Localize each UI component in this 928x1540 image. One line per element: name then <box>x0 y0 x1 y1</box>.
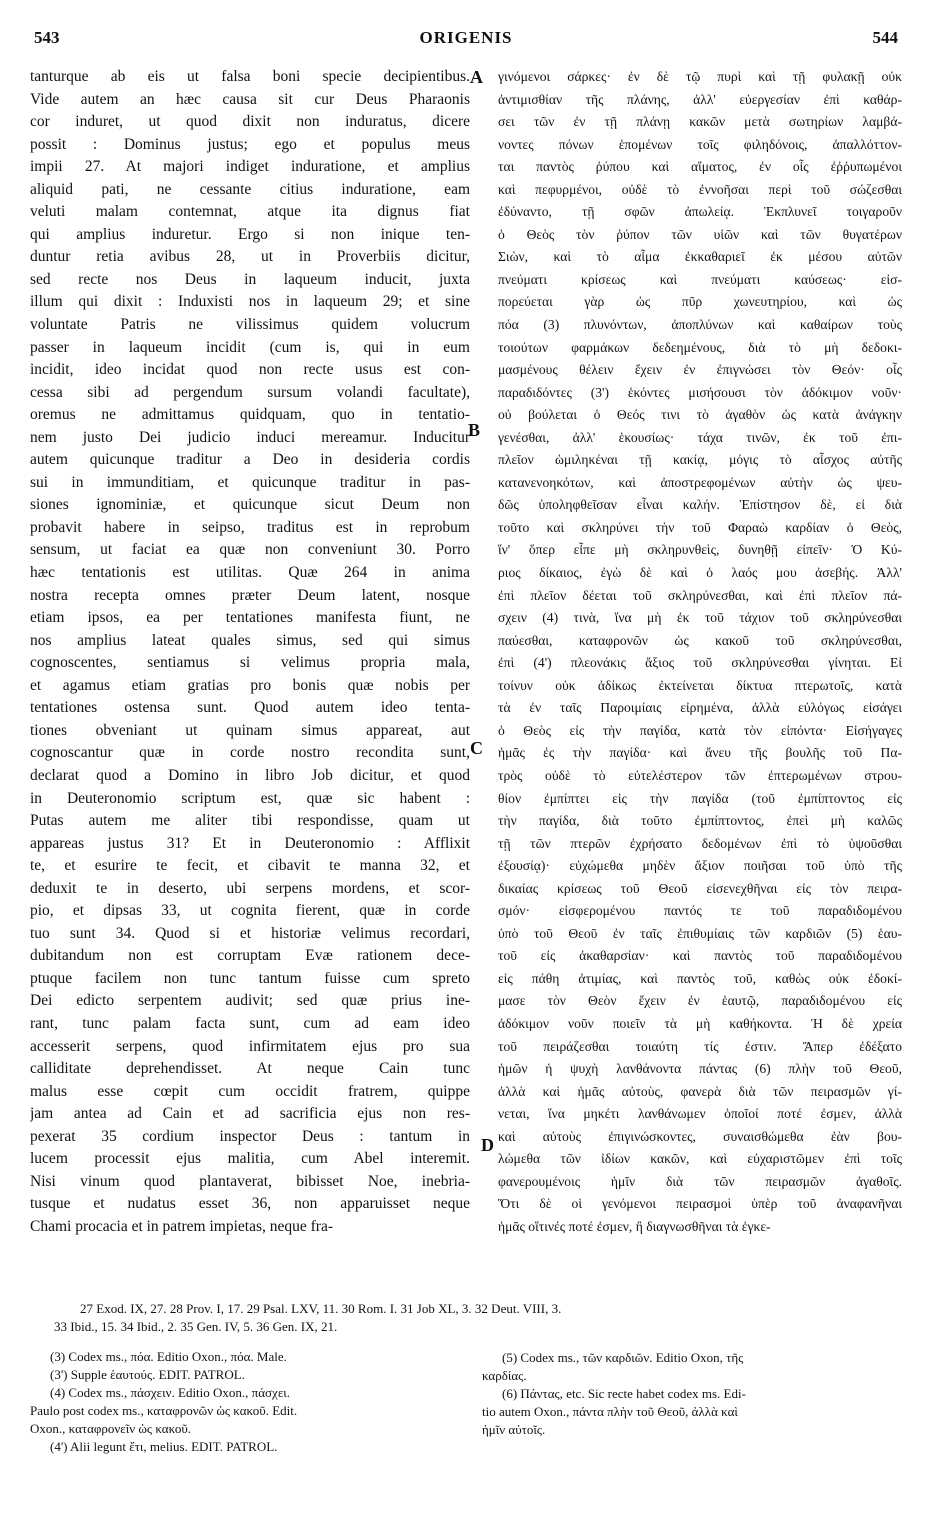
greek-text-line: παραδιδόντες (3') ἑκόντες μισήσουσι τὸν ἀδόκιμον νοῦν· <box>498 384 902 400</box>
latin-text-line: tanturque ab eis ut falsa boni specie decipientibus. <box>30 68 470 85</box>
greek-text-line: λώμεθα τῶν ἰδίων κακῶν, καὶ εὐχαριστῶμεν ἐπὶ τοῖς <box>498 1151 902 1167</box>
latin-text-line: appareas justus 31? Et in Deuteronomio : Afflixit <box>30 834 470 852</box>
greek-text-line: ἀντιμισθίαν τῆς πλάνης, ἀλλ' εὐεργεσίαν ἐπὶ καθάρ- <box>498 91 902 107</box>
greek-text-line: γινόμενοι σάρκες· ἐν δὲ τῷ πυρὶ καὶ τῇ φυλακῇ οὐκ <box>498 69 902 84</box>
latin-text-line: dubitandum non est corruptam Evæ rationem dece- <box>30 947 470 965</box>
page-number-right: 544 <box>872 28 898 47</box>
latin-text-line: malus esse cœpit cum occidit fratrem, quippe <box>30 1082 470 1100</box>
latin-text-line: cor induret, ut quod dixit non induratus, dicere <box>30 113 470 131</box>
latin-text-line: sui in immunditiam, et quicunque traditur in pas- <box>30 473 470 491</box>
greek-text-line: ἡμᾶς οἵτινές ποτέ ἐσμεν, ἢ διαγνωσθῆναι τὰ ἐγκε- <box>498 1218 771 1234</box>
running-title: ORIGENIS <box>419 28 513 47</box>
greek-text-line: νοντες πόνων ἑπομένων τοῖς φιληδόνοις, ἀπαλλόττον- <box>498 136 902 152</box>
latin-text-line: rant, tunc palam facta sunt, cum ad eam ideo <box>30 1014 470 1032</box>
latin-text-line: ptuque facilem non tunc tantum fuisse cum spreto <box>30 969 470 987</box>
latin-text-line: tiones obveniant ut quinam simus appareat, aut <box>30 721 470 739</box>
latin-text-line: accesserit serpens, quod infirmitatem ejus pro sua <box>30 1037 470 1055</box>
footnote-line: (6) Πάντας, etc. Sic recte habet codex ms. Edi- <box>502 1386 746 1401</box>
latin-text-line: tentationes ostensa sunt. Quod autem ideo tenta- <box>30 699 470 717</box>
latin-text-line: et agamus etiam gratias pro bonis quæ nobis per <box>30 676 470 694</box>
greek-text-line: τρὸς οὐδὲ τὸ εὐτελέστερον τῶν ἐπτερωμένων στρου- <box>498 767 902 783</box>
greek-column <box>498 66 902 1238</box>
greek-text-line: Σιὼν, καὶ τὸ αἷμα ἐκκαθαριεῖ ἐκ μέσου αὐτῶν <box>498 249 902 265</box>
footnote-line: (3) Codex ms., πόα. Editio Oxon., πόα. Male. <box>50 1349 287 1364</box>
greek-text-line: κατανενοηκότων, καὶ ἀποστρεφομένων αὐτὴν ὡς ψευ- <box>498 474 902 490</box>
greek-text-line: ἡμᾶς ἐς τὴν παγίδα· καὶ ἄνευ τῆς βουλῆς τοῦ Πα- <box>498 745 902 761</box>
latin-text-line: jam antea ad Cain et ad sacrificia ejus non res- <box>30 1105 470 1123</box>
greek-text-line: πόα (3) πλυνόντων, ἀποπλύνων καὶ καθαίρων τοὺς <box>498 317 902 333</box>
latin-text-line: sensum, ut faciat ea quæ non conveniunt 30. Porro <box>30 541 470 559</box>
greek-text-line: φανερουμένοις ἡμῖν διὰ τῶν πειρασμῶν ἀγαθοῖς. <box>498 1173 902 1189</box>
greek-text-line: σει τῶν ἐν τῇ πλάνῃ κακῶν μετὰ σωτηρίων λαμβά- <box>498 114 902 130</box>
latin-text-line: nem justo Dei judicio induci mereamur. Inducitur <box>30 428 470 446</box>
latin-text-line: oremus ne admittamus quidquam, quo in tentatio- <box>30 406 470 424</box>
scripture-references <box>30 1300 908 1336</box>
latin-text-line: in Deuteronomio scriptum est, quæ sic habent : <box>30 789 470 807</box>
section-marker-d: D <box>481 1135 494 1155</box>
latin-text-line: deduxit te in deserto, ubi serpens mordens, et scor- <box>30 879 470 897</box>
latin-text-line: cognoscentes, sentiamus si velimus propria mala, <box>30 654 470 672</box>
greek-text-line: ἐπὶ (4') πλεονάκις ἄξιος τοῦ σκληρύνεσθαι γίνηται. Εἰ <box>498 655 902 671</box>
latin-text-line: veluti malam contemnat, atque ita dignus fiat <box>30 203 470 221</box>
greek-text-line: τοῦ εἰς ἀκαθαρσίαν· καὶ παντὸς τοῦ παραδιδομένου <box>498 948 902 964</box>
page-header <box>34 28 898 58</box>
greek-text-line: οὐ βούλεται ὁ Θεός τινι τὸ ἀγαθὸν ὡς κατὰ ἀνάγκην <box>498 407 902 423</box>
reference-line: 27 Exod. IX, 27. 28 Prov. I, 17. 29 Psal. LXV, 11. 30 Rom. I. 31 Job XL, 3. 32 Deut. VIII, 3. <box>80 1301 562 1316</box>
greek-text-line: ται παντὸς ῥύπου καὶ αἵματος, ἐν οἷς ἐῤῥυπωμένοι <box>498 159 902 175</box>
latin-text-line: Nisi vinum quod plantaverat, bibisset Noe, inebria- <box>30 1172 470 1190</box>
greek-text-line: γενέσθαι, ἀλλ' ἑκουσίως· τάχα τινῶν, ἐκ τοῦ ἐπι- <box>498 429 902 445</box>
latin-text-line: voluntate Patris ne vilissimus quidem volucrum <box>30 316 470 334</box>
latin-text-line: calliditate deprehendisset. At neque Cain tunc <box>30 1060 470 1078</box>
latin-text-line: pexerat 35 cordium inspector Deus : tantum in <box>30 1127 470 1145</box>
latin-text-line: siones ignominiæ, et quicunque sicut Deum non <box>30 496 470 514</box>
greek-text-line: παύεσθαι, καταφρονῶν ὡς κακοῦ τοῦ σκληρύνεσθαι, <box>498 632 902 648</box>
latin-text-line: autem quicunque traditur a Deo in desideria cordis <box>30 451 470 469</box>
greek-text-line: ἀλλὰ καὶ ἡμᾶς αὐτοὺς, φανερὰ διὰ τῶν πειρασμῶν γί- <box>498 1083 902 1099</box>
latin-text-line: passer in laqueum incidit (cum is, qui in eum <box>30 338 470 356</box>
latin-text-line: hæc tentationis est utilitas. Quæ 264 in anima <box>30 564 470 582</box>
latin-text-line: Vide autem an hæc causa sit cur Deus Pharaonis <box>30 90 470 108</box>
latin-text-line: cessa sibi ad pergendum sursum volandi facultate), <box>30 383 470 401</box>
section-marker-c: C <box>470 738 483 758</box>
greek-text-line: ἐδύναντο, τῇ σφῶν ἀπωλείᾳ. Ἐκπλυνεῖ τοιγαροῦν <box>498 204 902 220</box>
latin-column <box>30 66 470 1238</box>
greek-text-line: Ὅτι δὲ οἱ γενόμενοι πειρασμοὶ ὑπὲρ τοῦ ἀναφανῆναι <box>498 1196 902 1212</box>
greek-text-line: τοῦ πειράζεσθαι τοιαύτη τίς ἐστιν. Ἅπερ ἐδέξατο <box>498 1038 902 1054</box>
latin-text-line: etiam ipsos, ea per tentationes manifesta fiunt, ne <box>30 609 470 627</box>
footnotes-right <box>482 1349 902 1439</box>
latin-text-line: possit : Dominus justus; ego et populus meus <box>30 135 470 153</box>
section-marker-a: A <box>470 67 483 87</box>
latin-text-line: duntur retia avibus 28, ut in Proverbiis dicitur, <box>30 248 470 266</box>
greek-text-line: τοιούτων φαρμάκων δεδεημένους, διὰ τὸ μὴ δεδοκι- <box>498 339 902 355</box>
footnote-line: (3') Supple ἑαυτούς. EDIT. PATROL. <box>50 1367 245 1382</box>
greek-text-line: ὁ Θεὸς εἰς τὴν παγίδα, κατὰ τὸν εἰπόντα· Εἰσήγαγες <box>498 722 902 738</box>
latin-text-line: te, et esurire te fecit, et cibavit te manna 32, et <box>30 857 470 875</box>
greek-text-line: πορεύεται γὰρ ὡς πῦρ χωνευτηρίου, καὶ ὡς <box>498 294 902 310</box>
greek-text-line: καὶ αὐτοὺς ἐπιγινώσκοντες, συναισθώμεθα ἐὰν βου- <box>498 1128 902 1144</box>
greek-text-line: ἡμῶν ἡ ψυχὴ λανθάνοντα πάντας (6) πλὴν τοῦ Θεοῦ, <box>498 1061 902 1077</box>
footnote-line: (4') Alii legunt ἔτι, melius. EDIT. PATROL. <box>50 1439 278 1454</box>
latin-text-line: sed recte nos Deus in laqueum inducit, juxta <box>30 270 470 288</box>
latin-text-line: Chami procacia et in patrem impietas, neque fra- <box>30 1217 333 1235</box>
greek-text-line: πλεῖον ὡμιληκέναι τῇ κακίᾳ, μόγις τὸ αἶσχος αὐτῆς <box>498 452 902 468</box>
greek-text-line: σμόν· εἰσφερομένου παντός τε τοῦ παραδιδομένου <box>498 903 902 919</box>
greek-text-line: ἐξουσίᾳ)· εὐχώμεθα μηδὲν ἄξιον ποιῆσαι τοῦ ὑπὸ τῆς <box>498 858 902 874</box>
greek-text-line: δῶς ὑποληφθεῖσαν εἶναι καλήν. Ἐπίστησον δὲ, εἰ διὰ <box>498 497 902 513</box>
footnote-line: (5) Codex ms., τῶν καρδιῶν. Editio Oxon, τῆς <box>502 1350 744 1365</box>
greek-text-line: ὑπὸ τοῦ Θεοῦ ἐν ταῖς ἐπιθυμίαις τῶν καρδιῶν (5) ἑαυ- <box>498 925 902 941</box>
greek-text-line: τῇ τῶν πτερῶν ἐχρήσατο δεδομένων ἐπὶ τὸ ὑψοῦσθαι <box>498 835 902 851</box>
greek-text-line: πνεύματι κρίσεως καὶ πνεύματι καύσεως· εἰσ- <box>498 271 902 287</box>
footnote-line: tio autem Oxon., πάντα πλὴν τοῦ Θεοῦ, ἀλλὰ καὶ <box>482 1404 738 1419</box>
latin-text-line: Dei edicto serpentem audivit; sed quæ prius ine- <box>30 992 470 1010</box>
latin-text-line: impii 27. At majori indiget induratione, et amplius <box>30 158 470 176</box>
greek-text-line: εἰς πάθη ἀτιμίας, καὶ παντὸς τοῦ, καθὼς οὐκ ἐδοκί- <box>498 970 902 986</box>
latin-text-line: qui amplius induretur. Ergo si non inique ten- <box>30 225 470 243</box>
latin-text-line: tusque et nudatus esset 36, non apparuisset neque <box>30 1195 470 1213</box>
greek-text-line: ὁ Θεὸς τὸν ῥύπον τῶν υἱῶν καὶ τῶν θυγατέρων <box>498 226 902 242</box>
greek-text-line: τοῦτο καὶ σκληρύνει τὴν τοῦ Φαραὼ καρδίαν ὁ Θεὸς, <box>498 519 902 535</box>
greek-text-line: μασε τὸν Θεὸν ἔχειν ἐν ἑαυτῷ, παραδιδομένου εἰς <box>498 993 902 1009</box>
latin-text-line: illum qui dixit : Induxisti nos in laqueum 29; et sine <box>30 293 470 311</box>
latin-text-line: tuo sunt 34. Quod si et historiæ velimus recordari, <box>30 924 470 942</box>
section-marker-b: B <box>468 420 481 440</box>
greek-text-line: ἀδόκιμον νοῦν ποιεῖν τὰ μὴ καθήκοντα. Ἡ δὲ χρεία <box>498 1015 902 1031</box>
greek-text-line: θίον ἐμπίπτει εἰς τὴν παγίδα (τοῦ ἐμπίπτοντος εἰς <box>498 790 902 806</box>
latin-text-line: lucem processit ejus malitia, cum Abel interemit. <box>30 1150 470 1168</box>
greek-text-line: σχειν (4) τινὰ, ἵνα μὴ ἐκ τοῦ τάχιον τοῦ σκληρύνεσθαι <box>498 610 902 626</box>
latin-text-line: pio, et dipsas 33, ut cognita fierent, quæ in corde <box>30 902 470 920</box>
greek-text-line: δικαίας κρίσεως τοῦ Θεοῦ εἰσενεχθῆναι εἰς τὸν πειρα- <box>498 880 902 896</box>
footnote-line: ἡμῖν αὐτοῖς. <box>482 1422 546 1437</box>
greek-text-line: καὶ πεφυρμένοι, οὐδὲ τὸ ἐννοῆσαι περὶ τοῦ σώζεσθαι <box>498 181 902 197</box>
greek-text-line: ἵν' ὅπερ εἶπε μὴ σκληρυνθεὶς, δυνηθῇ εἰπεῖν· Ὁ Κύ- <box>498 542 902 558</box>
greek-text-line: τοίνυν οὐκ ἀδίκως ἐκτείνεται δίκτυα πτερωτοῖς, κατὰ <box>498 677 902 693</box>
greek-text-line: μασμένους θέλειν ἔχειν ἐν ἐπιγνώσει τὸν Θεόν· οἷς <box>498 362 902 378</box>
latin-text-line: aliquid pati, ne cessante citius induratione, eam <box>30 180 470 198</box>
greek-text-line: τὰ ἐν ταῖς Παροιμίαις εἰρημένα, ἀλλὰ εὐλόγως εἰσάγει <box>498 700 902 716</box>
greek-text-line: τὴν παγίδα, διὰ τοῦτο ἐμπίπτοντος, ἐπεὶ μὴ καλῶς <box>498 813 902 829</box>
latin-text-line: cognoscantur quæ in corde nostro recondita sunt, <box>30 744 470 762</box>
footnotes-left <box>30 1348 480 1456</box>
latin-text-line: Putas autem me aliter tibi respondisse, quam ut <box>30 812 470 830</box>
page-number-left: 543 <box>34 28 60 47</box>
footnote-line: καρδίας. <box>482 1368 527 1383</box>
greek-text-line: νεται, ἵνα μηκέτι λανθάνωμεν ὁποῖοί ποτέ ἐσμεν, ἀλλὰ <box>498 1106 902 1122</box>
footnote-line: (4) Codex ms., πάσχειν. Editio Oxon., πάσχει. <box>50 1385 291 1400</box>
footnote-line: Oxon., καταφρονεῖν ὡς κακοῦ. <box>30 1421 192 1436</box>
footnote-line: Paulo post codex ms., καταφρονῶν ὡς κακοῦ. Edit. <box>30 1403 298 1418</box>
latin-text-line: declarat quod a Domino in libro Job dicitur, et quod <box>30 766 470 784</box>
latin-text-line: probavit habere in seipso, traditus est in reprobum <box>30 518 470 536</box>
reference-line: 33 Ibid., 15. 34 Ibid., 2. 35 Gen. IV, 5. 36 Gen. IX, 21. <box>54 1319 338 1334</box>
greek-text-line: ριος δίκαιος, ἐγὼ δὲ καὶ ὁ λαός μου ἀσεβής. Ἀλλ' <box>498 565 902 581</box>
greek-text-line: ἐπὶ πλεῖον δέεται τοῦ σκληρύνεσθαι, καὶ ἐπὶ πλεῖον πά- <box>498 587 902 603</box>
latin-text-line: nostra recepta omnes præter Deum latent, nosque <box>30 586 470 604</box>
latin-text-line: incidit, ideo incidat quod non recte usus est con- <box>30 361 470 379</box>
latin-text-line: nos amplius lateat quales simus, sed qui simus <box>30 631 470 649</box>
